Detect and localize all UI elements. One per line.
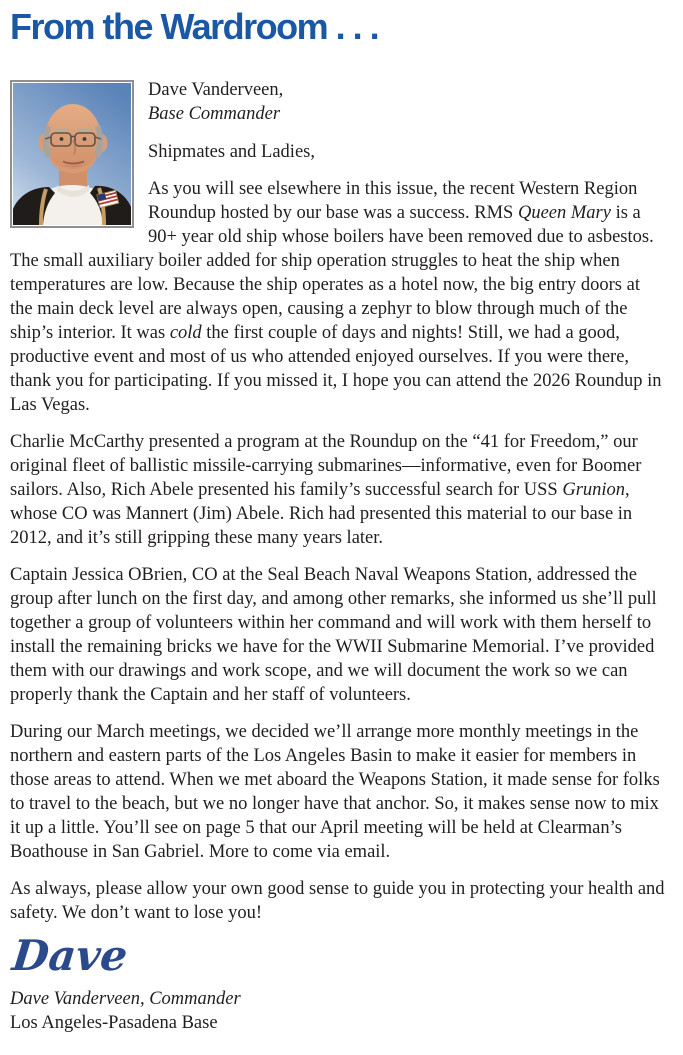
paragraph-text: As always, please allow your own good sense to guide you in protecting your health and safety. We don’t want to lose you! — [10, 878, 665, 923]
commander-portrait — [13, 83, 131, 225]
letter-section — [10, 78, 667, 1035]
paragraph-text: is a 90+ year old ship whose boilers have been removed due to asbestos. The small auxiliary boiler added for ship operation struggles to heat the ship when temperatures are low. Because the ship operates as a hotel now, the big entry doors at the main deck level are always open, causing a zephyr to blow through much of the ship’s interior. It was — [10, 202, 654, 343]
signoff-base: Los Angeles-Pasadena Base — [10, 1012, 218, 1033]
paragraph-text: , whose CO was Mannert (Jim) Abele. Rich had presented this material to our base in 2012, and it’s still gripping these many years later. — [10, 479, 633, 548]
signoff-block — [10, 987, 667, 1035]
commander-photo — [10, 80, 134, 228]
signoff-name: Dave Vanderveen, Commander — [10, 988, 241, 1009]
paragraph-text: As you will see elsewhere in this issue, the recent Western Region Roundup hosted by our base was a success. RMS — [148, 178, 638, 223]
paragraph-text: Captain Jessica OBrien, CO at the Seal Beach Naval Weapons Station, addressed the group after lunch on the first day, and among other remarks, she informed us she’ll pull together a group of volunteers within her command and will work with them herself to install the remaining bricks we have for the WWII Submarine Memorial. I’ve provided them with our drawings and work scope, and we will document the work so we can properly thank the Captain and her staff of volunteers. — [10, 564, 657, 705]
signature-script: Dave — [9, 930, 130, 980]
paragraph-italic-text: cold — [169, 322, 202, 343]
author-name: Dave Vanderveen, — [148, 79, 284, 100]
author-role: Base Commander — [148, 103, 281, 124]
paragraph-text: the first couple of days and nights! Still, we had a good, productive event and most of us who attended enjoyed ourselves. If you were there, thank you for participating. If you missed it, I hope you can attend the 2026 Roundup in Las Vegas. — [10, 322, 662, 415]
letter-body — [10, 177, 667, 925]
letter-paragraph — [10, 563, 667, 707]
paragraph-text: Charlie McCarthy presented a program at the Roundup on the “41 for Freedom,” our original fleet of ballistic missile-carrying submarines—informative, even for Boomer sailors. Also, Rich Abele presented his family’s successful search for USS — [10, 431, 642, 500]
letter-paragraph — [10, 720, 667, 864]
letter-paragraph — [10, 877, 667, 925]
paragraph-text: During our March meetings, we decided we’ll arrange more monthly meetings in the northern and eastern parts of the Los Angeles Basin to make it easier for members in those areas to attend. When we met aboard the Weapons Station, it made sense for folks to travel to the beach, but we no longer have that anchor. So, it makes sense now to mix it up a little. You’ll see on page 5 that our April meeting will be held at Clearman’s Boathouse in San Gabriel. More to come via email. — [10, 721, 660, 862]
letter-paragraph — [10, 430, 667, 550]
page-title: From the Wardroom . . . — [10, 6, 379, 47]
paragraph-italic-text: Grunion — [562, 479, 626, 500]
salutation: Shipmates and Ladies, — [148, 141, 315, 162]
paragraph-italic-text: Queen Mary — [517, 202, 611, 223]
